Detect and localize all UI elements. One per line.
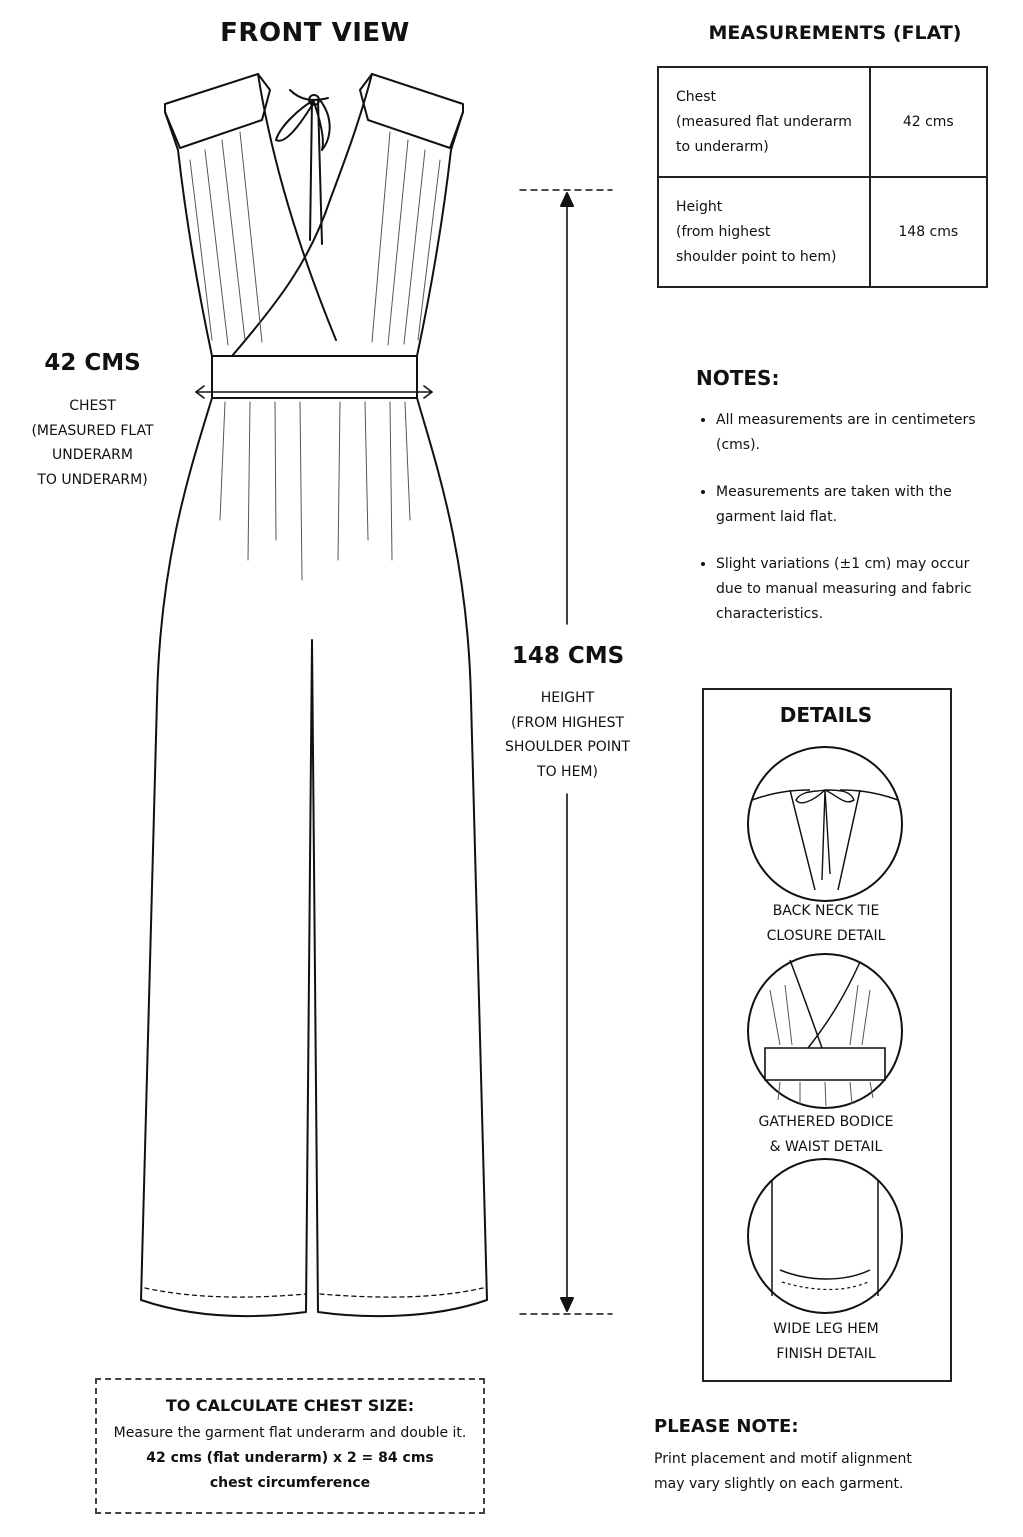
calc-formula: 42 cms (flat underarm) x 2 = 84 cms (146, 1450, 434, 1466)
notes-list (696, 408, 986, 649)
height-callout-line: TO HEM) (537, 763, 598, 780)
chest-callout-line: TO UNDERARM) (37, 471, 148, 488)
details-panel (702, 688, 952, 1382)
chest-label-desc: to underarm) (676, 138, 769, 155)
chest-value: 42 cms (870, 67, 987, 177)
list-item: • Slight variations (±1 cm) may occur due to manual measuring and fabric characteristics. (716, 552, 986, 627)
neckline (232, 74, 372, 356)
height-value: 148 cms (870, 177, 987, 287)
calc-instruction: Measure the garment flat underarm and double it. (113, 1425, 467, 1441)
chest-callout-value: 42 CMS (44, 350, 141, 376)
leg-outline (141, 398, 487, 1316)
chest-callout-line: UNDERARM (52, 447, 133, 463)
measurements-title: MEASUREMENTS (FLAT) (708, 22, 962, 44)
detail-caption-line: FINISH DETAIL (776, 1346, 876, 1362)
calc-title: TO CALCULATE CHEST SIZE: (165, 1396, 415, 1415)
chest-callout-desc (15, 394, 170, 492)
detail-caption-line: CLOSURE DETAIL (766, 928, 886, 944)
detail-caption-hem (702, 1317, 950, 1367)
chest-label: Chest (676, 88, 717, 105)
height-callout-value: 148 CMS (511, 643, 625, 669)
list-item: • All measurements are in centimeters (cms). (716, 408, 986, 458)
please-note-line: may vary slightly on each garment. (654, 1476, 904, 1492)
neck-tie (276, 90, 330, 244)
height-callout-line: SHOULDER POINT (505, 739, 630, 755)
detail-caption-neck-tie (702, 899, 950, 949)
please-note-line: Print placement and motif alignment (654, 1451, 912, 1467)
details-title: DETAILS (779, 703, 873, 727)
left-shoulder-panel (165, 74, 270, 148)
height-label-desc: (from highest (676, 223, 771, 240)
notes-title: NOTES: (696, 366, 780, 390)
calc-result-label: chest circumference (209, 1475, 371, 1491)
please-note-title: PLEASE NOTE: (654, 1416, 799, 1437)
detail-caption-line: BACK NECK TIE (772, 903, 880, 919)
front-view-title: FRONT VIEW (220, 18, 410, 48)
detail-caption-line: GATHERED BODICE (758, 1114, 894, 1130)
height-label: Height (676, 198, 723, 215)
height-callout-line: (FROM HIGHEST (510, 714, 625, 731)
chest-label-desc: (measured flat underarm (676, 113, 852, 130)
height-callout-desc (490, 686, 645, 784)
height-callout-line: HEIGHT (540, 690, 595, 706)
chest-callout-line: (MEASURED FLAT (31, 422, 154, 439)
chest-callout-line: CHEST (69, 398, 116, 414)
please-note-text (654, 1447, 954, 1497)
detail-caption-line: WIDE LEG HEM (773, 1321, 879, 1337)
height-label-desc: shoulder point to hem) (676, 248, 837, 265)
detail-caption-line: & WAIST DETAIL (769, 1139, 883, 1155)
hem-stitch (145, 1288, 483, 1297)
list-item: • Measurements are taken with the garment laid flat. (716, 480, 986, 530)
detail-caption-bodice (702, 1110, 950, 1160)
right-shoulder-panel (360, 74, 463, 148)
